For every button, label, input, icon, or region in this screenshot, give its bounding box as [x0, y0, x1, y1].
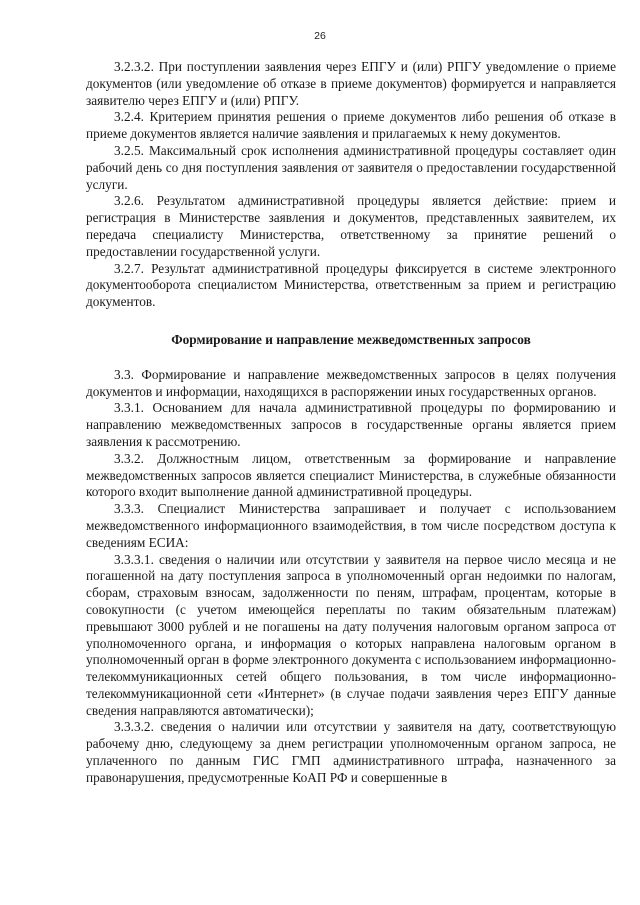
paragraph-3-3-2: 3.3.2. Должностным лицом, ответственным за формирование и направление межведомственных запросов является специалист Министерства, в служебные обязанности которого входит выполнение данной административной процедуры.	[86, 450, 616, 500]
paragraph-3-2-5: 3.2.5. Максимальный срок исполнения административной процедуры составляет один рабочий день со дня поступления заявления от заявителя о предоставлении государственной услуги.	[86, 142, 616, 192]
paragraph-3-2-4: 3.2.4. Критерием принятия решения о приеме документов либо решения об отказе в приеме документов является наличие заявления и прилагаемых к нему документов.	[86, 109, 616, 142]
paragraph-3-2-7: 3.2.7. Результат административной процедуры фиксируется в системе электронного документооборота специалистом Министерства, ответственным за прием и регистрацию документов.	[86, 260, 616, 310]
paragraph-3-3-3-2: 3.3.3.2. сведения о наличии или отсутствии у заявителя на дату, соответствующую рабочему дню, следующему за днем регистрации уполномоченным органом запроса, не уплаченного по данным ГИС ГМП административного штрафа, назначенного за правонарушения, предусмотренные КоАП РФ и совершенные в	[86, 719, 616, 785]
section-heading: Формирование и направление межведомственных запросов	[171, 331, 531, 347]
paragraph-3-3-1: 3.3.1. Основанием для начала административной процедуры по формированию и направлению межведомственных запросов в государственные органы является прием заявления к рассмотрению.	[86, 400, 616, 449]
page-number: 26	[314, 30, 326, 42]
paragraph-3-2-6: 3.2.6. Результатом административной процедуры является действие: прием и регистрация в Министерстве заявления и документов, представленных заявителем, их передача специалисту Министерства, ответственному за принятие решений о предоставлении государственной услуги.	[86, 193, 616, 259]
paragraph-3-3: 3.3. Формирование и направление межведомственных запросов в целях получения документов и информации, находящихся в распоряжении иных государственных органов.	[86, 366, 616, 399]
paragraph-3-3-3: 3.3.3. Специалист Министерства запрашивает и получает с использованием межведомственного информационного взаимодействия, в том числе посредством доступа к сведениям ЕСИА:	[86, 501, 616, 550]
paragraph-3-2-3-2: 3.2.3.2. При поступлении заявления через ЕПГУ и (или) РПГУ уведомление о приеме документов (или уведомление об отказе в приеме документов) формируется и направляется заявителю через ЕПГУ и (или) РПГУ.	[86, 59, 616, 108]
document-body	[86, 59, 616, 787]
paragraph-3-3-3-1: 3.3.3.1. сведения о наличии или отсутствии у заявителя на первое число месяца и не погашенной на дату поступления запроса в уполномоченный орган недоимки по налогам, сборам, страховым взносам, задолженности по пеням, штрафам, процентам, которые в совокупности (с учетом имеющейся переплаты по таким обязательным платежам) превышают 3000 рублей и не погашены на дату получения налоговым органом запроса от уполномоченного органа, и информация о которых направлена налоговым органом в уполномоченный орган в форме электронного документа с использованием информационно-телекоммуникационных сетей общего пользования, в том числе информационно-телекоммуникационной сети «Интернет» (в случае подачи заявления через ЕПГУ данные сведения направляются автоматически);	[86, 551, 616, 718]
